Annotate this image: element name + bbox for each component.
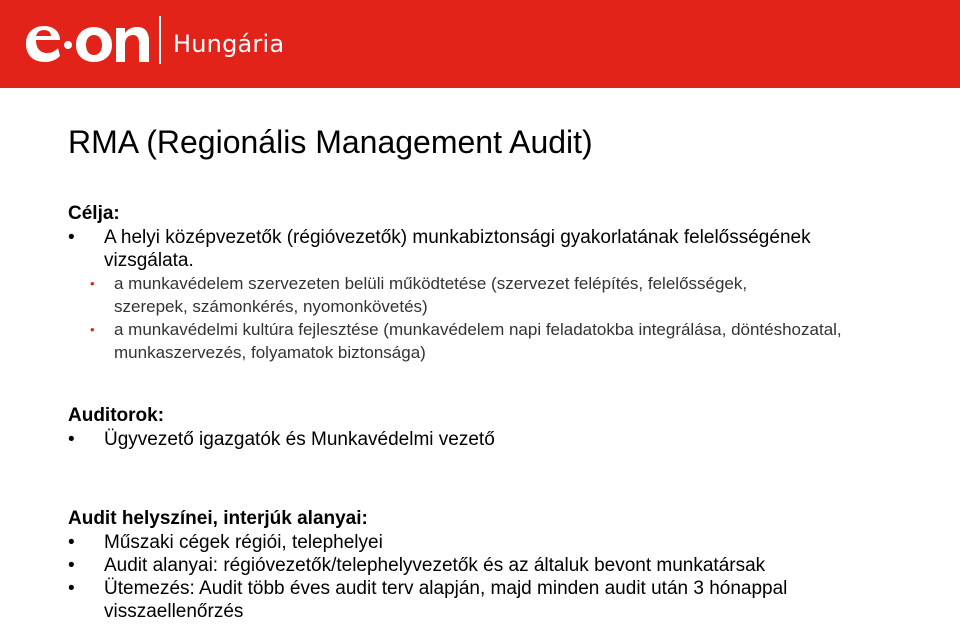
- goal-bullet: • A helyi középvezetők (régióvezetők) munkabiztonsági gyakorlatának felelősségének vizsgálata.: [68, 226, 844, 272]
- eon-logo: [22, 18, 152, 70]
- locations-item: • Audit alanyai: régióvezetők/telephelyvezetők és az általuk bevont munkatársak: [68, 554, 948, 577]
- auditors-section: [68, 404, 948, 451]
- goal-section: [68, 202, 948, 364]
- locations-item: • Műszaki cégek régiói, telephelyei: [68, 531, 948, 554]
- locations-heading: Audit helyszínei, interjúk alanyai:: [68, 508, 368, 529]
- locations-section: [68, 507, 948, 623]
- locations-item: • Ütemezés: Audit több éves audit terv alapján, majd minden audit után 3 hónappal visszaellenőrzés: [68, 577, 904, 623]
- brand-divider: [159, 16, 161, 64]
- goal-heading: Célja:: [68, 203, 120, 224]
- auditors-heading: Auditorok:: [68, 405, 165, 426]
- goal-sub-item: • a munkavédelem szervezeten belüli működtetése (szervezet felépítés, felelősségek, szerepek, számonkérés, nyomonkövetés): [90, 272, 824, 318]
- auditors-item: • Ügyvezető igazgatók és Munkavédelmi vezető: [68, 428, 948, 451]
- page-title: RMA (Regionális Management Audit): [68, 124, 593, 160]
- header-bar: [0, 0, 960, 88]
- goal-sub-item: • a munkavédelmi kultúra fejlesztése (munkavédelem napi feladatokba integrálása, döntéshozatal, munkaszervezés, folyamatok biztonsága): [90, 318, 934, 364]
- brand-country: Hungária: [173, 30, 285, 58]
